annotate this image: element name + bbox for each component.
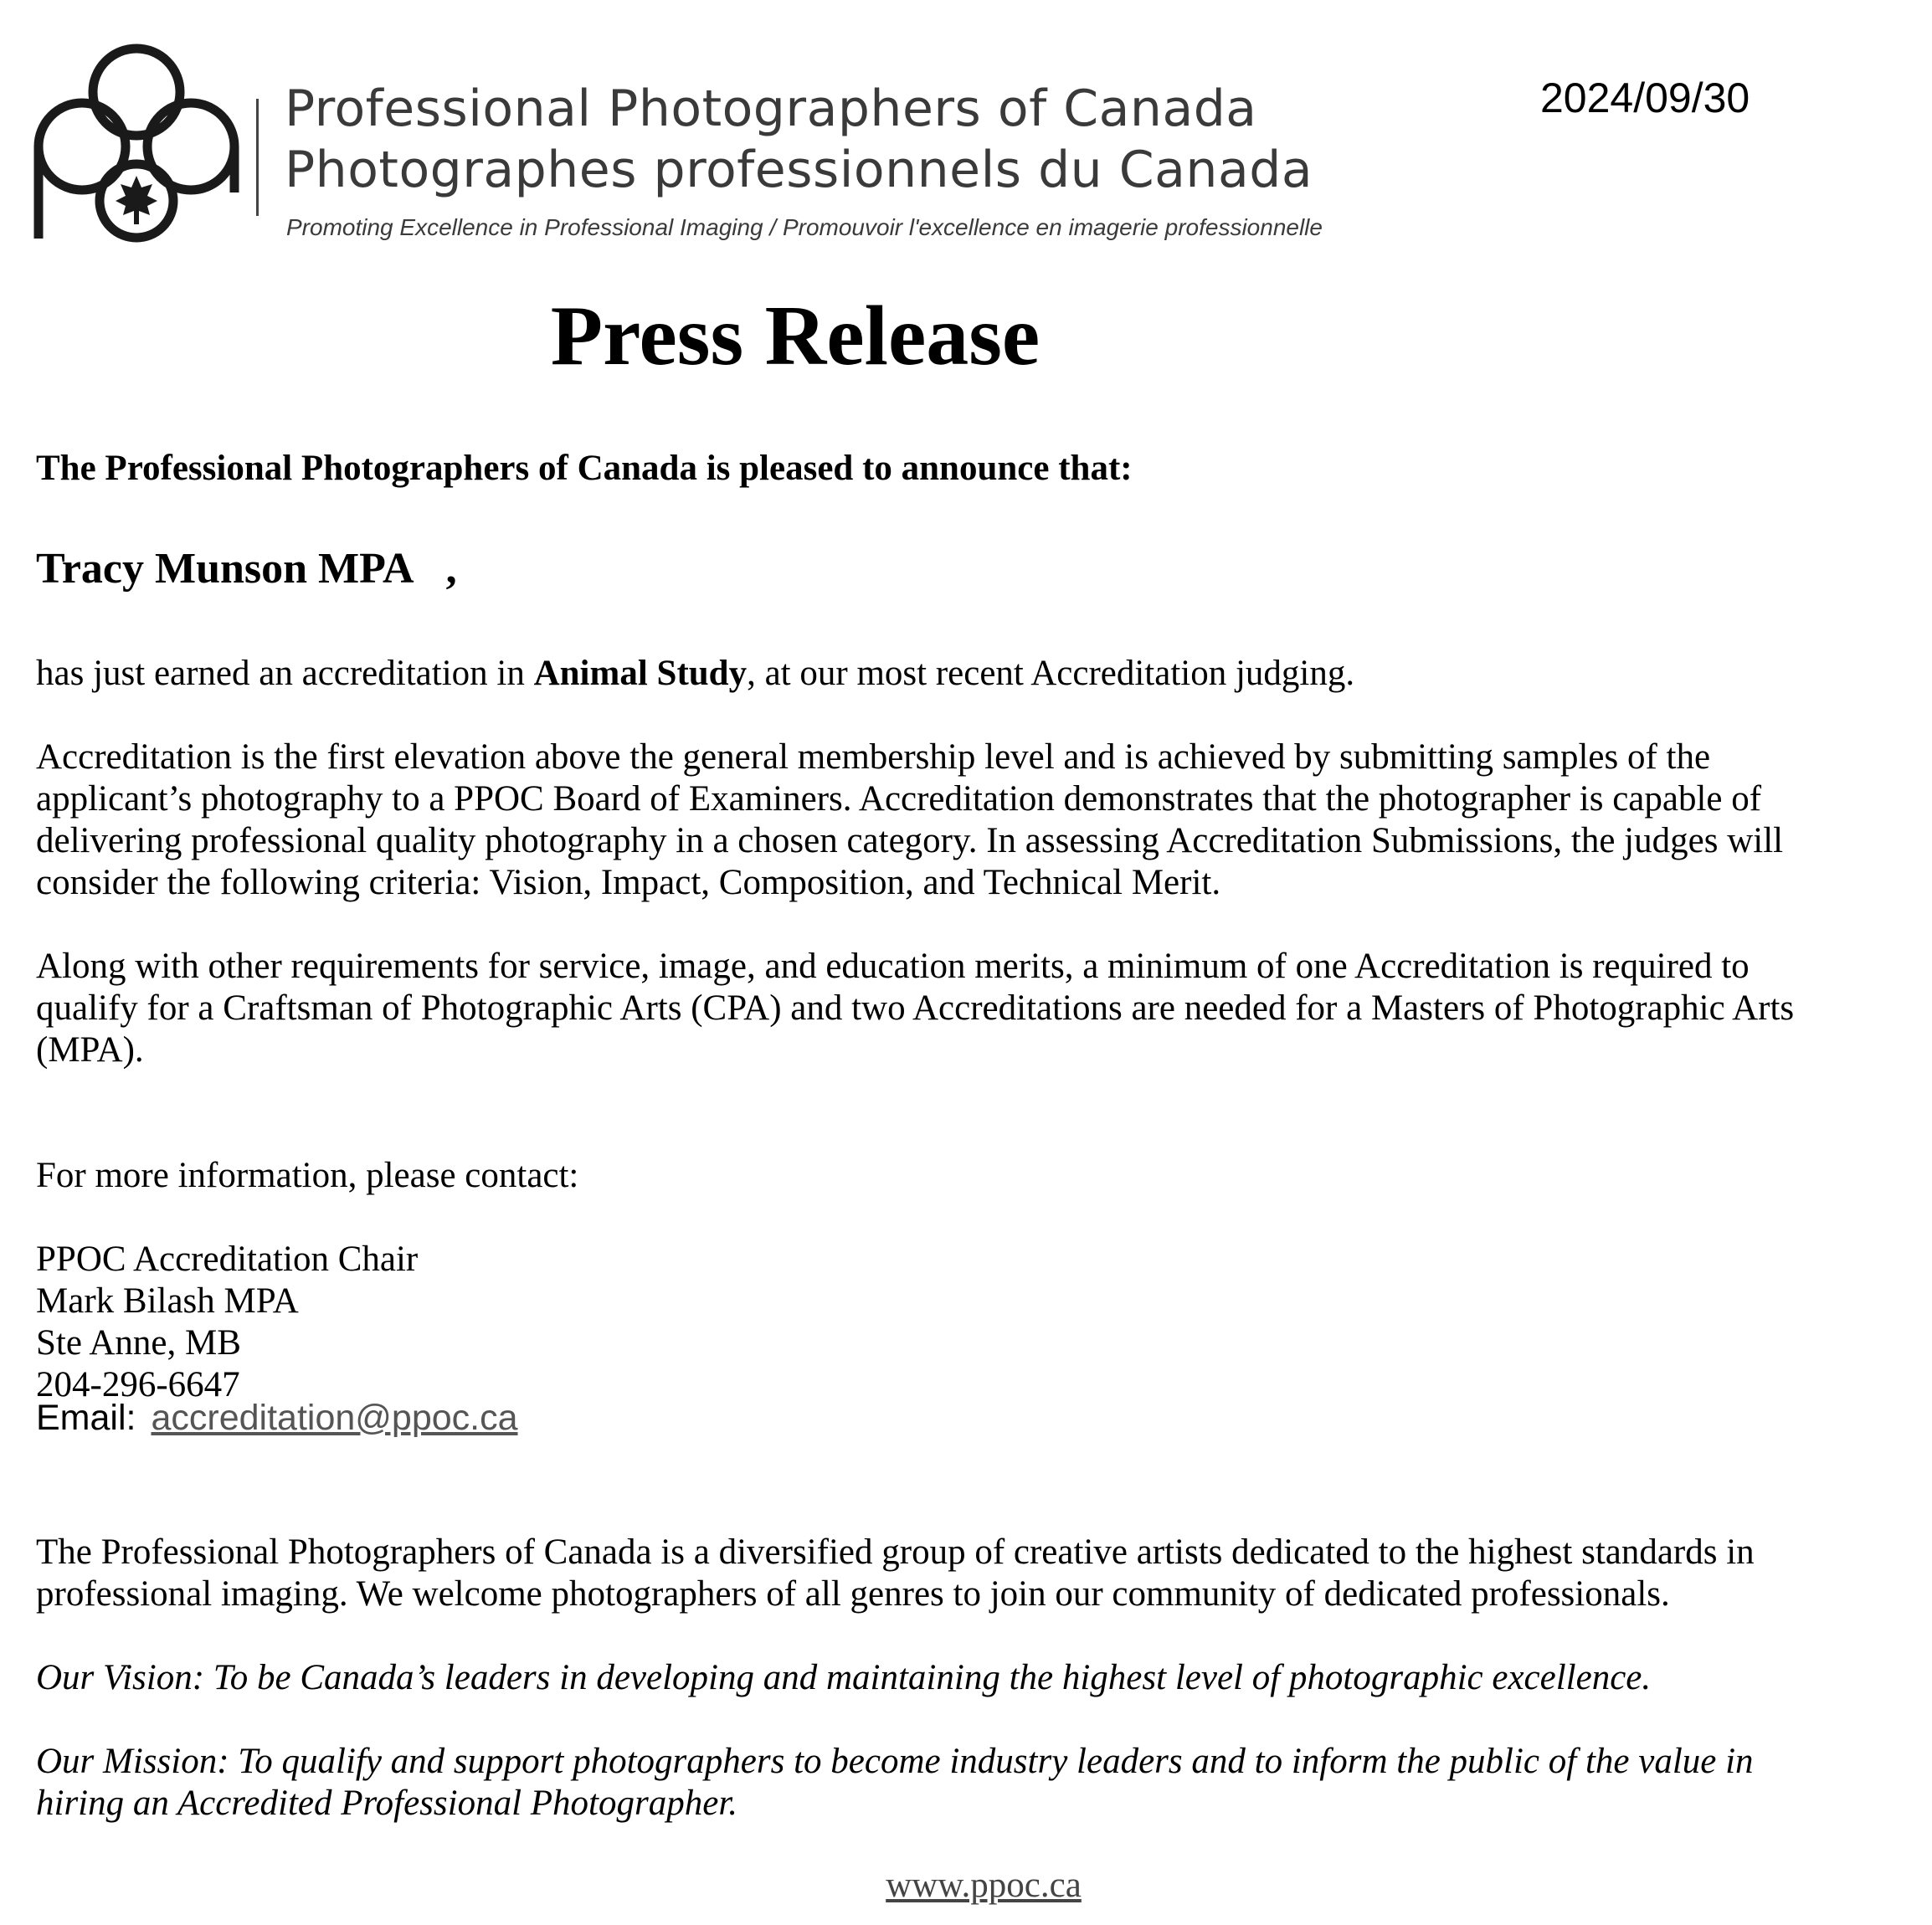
paragraph-line: The Professional Photographers of Canada is a diversified group of creative artists dedicated to the highest standards in bbox=[36, 1532, 1755, 1572]
accreditation-category: Animal Study bbox=[533, 654, 748, 693]
website-link[interactable]: www.ppoc.ca bbox=[886, 1866, 1082, 1905]
paragraph-line: Along with other requirements for service, image, and education merits, a minimum of one Accreditation is required to bbox=[36, 947, 1750, 986]
org-name-english: Professional Photographers of Canada bbox=[285, 80, 1257, 138]
contact-location: Ste Anne, MB bbox=[36, 1323, 241, 1363]
mission-statement bbox=[36, 1741, 1919, 1825]
requirements-paragraph bbox=[36, 946, 1919, 1071]
logo-divider bbox=[256, 99, 259, 216]
accreditation-paragraph bbox=[36, 737, 1919, 904]
contact-email-line bbox=[36, 1398, 518, 1439]
contact-intro: For more information, please contact: bbox=[36, 1156, 579, 1195]
earned-suffix: , at our most recent Accreditation judging. bbox=[747, 654, 1355, 693]
paragraph-line: hiring an Accredited Professional Photographer. bbox=[36, 1784, 738, 1823]
earned-prefix: has just earned an accreditation in bbox=[36, 654, 534, 693]
recipient-name: Tracy Munson MPA bbox=[36, 545, 414, 593]
vision-statement: Our Vision: To be Canada’s leaders in developing and maintaining the highest level of photographic excellence. bbox=[36, 1658, 1652, 1697]
recipient-comma: , bbox=[445, 545, 457, 593]
paragraph-line: professional imaging. We welcome photographers of all genres to join our community of dedicated professionals. bbox=[36, 1574, 1670, 1614]
contact-phone: 204-296-6647 bbox=[36, 1365, 240, 1404]
paragraph-line: Accreditation is the first elevation above the general membership level and is achieved by submitting samples of the bbox=[36, 737, 1711, 777]
accreditation-earned-line bbox=[36, 653, 1354, 695]
about-paragraph bbox=[36, 1532, 1919, 1615]
paragraph-line: applicant’s photography to a PPOC Board of Examiners. Accreditation demonstrates that the photographer is capable of bbox=[36, 779, 1762, 819]
announcement-line: The Professional Photographers of Canada is pleased to announce that: bbox=[36, 449, 1133, 488]
paragraph-line: (MPA). bbox=[36, 1030, 144, 1070]
recipient-line bbox=[36, 544, 457, 594]
release-date: 2024/09/30 bbox=[1540, 74, 1750, 121]
contact-name: Mark Bilash MPA bbox=[36, 1281, 299, 1321]
ppoc-logo-icon bbox=[32, 42, 241, 243]
contact-title: PPOC Accreditation Chair bbox=[36, 1240, 419, 1279]
org-tagline: Promoting Excellence in Professional Imaging / Promouvoir l'excellence en imagerie professionnelle bbox=[286, 214, 1323, 240]
paragraph-line: consider the following criteria: Vision, Impact, Composition, and Technical Merit. bbox=[36, 863, 1221, 902]
org-name-french: Photographes professionnels du Canada bbox=[285, 141, 1313, 199]
paragraph-line: qualify for a Craftsman of Photographic Arts (CPA) and two Accreditations are needed for a Masters of Photographic Arts bbox=[36, 988, 1795, 1028]
email-label: Email: bbox=[36, 1398, 136, 1438]
page-title: Press Release bbox=[550, 289, 1041, 383]
email-link[interactable]: accreditation@ppoc.ca bbox=[151, 1398, 518, 1438]
paragraph-line: delivering professional quality photography in a chosen category. In assessing Accreditation Submissions, the judges will bbox=[36, 821, 1784, 860]
contact-block bbox=[36, 1239, 418, 1406]
paragraph-line: Our Mission: To qualify and support photographers to become industry leaders and to inform the public of the value in bbox=[36, 1742, 1754, 1781]
